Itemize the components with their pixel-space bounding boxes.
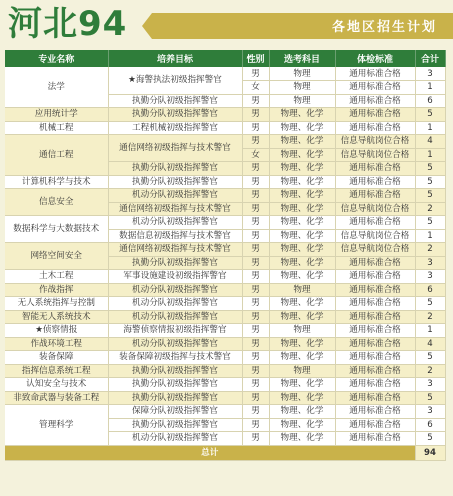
cell-target: 执勤分队初级指挥警官: [108, 418, 242, 432]
cell-major: 通信工程: [5, 135, 108, 176]
section-banner: [152, 13, 453, 39]
cell-total: 4: [415, 135, 445, 149]
page-title: [8, 2, 127, 46]
cell-major: 装备保障: [5, 351, 108, 365]
province-name: 河北: [8, 4, 78, 44]
table-row: [5, 270, 445, 284]
cell-gender: 男: [242, 378, 269, 392]
cell-standard: 通用标准合格: [335, 337, 415, 351]
cell-subject: 物理、化学: [269, 337, 335, 351]
cell-gender: 男: [242, 202, 269, 216]
cell-target: 军事设施建设初级指挥警官: [108, 270, 242, 284]
cell-gender: 女: [242, 148, 269, 162]
table-row: [5, 243, 445, 257]
cell-total: 1: [415, 121, 445, 135]
cell-major: 智能无人系统技术: [5, 310, 108, 324]
cell-major: 信息安全: [5, 189, 108, 216]
cell-gender: 女: [242, 81, 269, 95]
cell-standard: 信息导航岗位合格: [335, 229, 415, 243]
cell-subject: 物理、化学: [269, 135, 335, 149]
cell-target: 机动分队初级指挥警官: [108, 337, 242, 351]
col-header-target: 培养目标: [108, 50, 242, 67]
cell-standard: 通用标准合格: [335, 297, 415, 311]
cell-subject: 物理、化学: [269, 418, 335, 432]
cell-standard: 通用标准合格: [335, 324, 415, 338]
cell-standard: 通用标准合格: [335, 270, 415, 284]
cell-total: 5: [415, 189, 445, 203]
cell-target: 通信网络初级指挥与技术警官: [108, 243, 242, 257]
cell-subject: 物理: [269, 67, 335, 81]
table-body: [5, 67, 445, 460]
cell-target: 执勤分队初级指挥警官: [108, 364, 242, 378]
cell-standard: 通用标准合格: [335, 108, 415, 122]
cell-gender: 男: [242, 94, 269, 108]
cell-major: 作战环境工程: [5, 337, 108, 351]
enrollment-table-container: [5, 50, 445, 461]
cell-total: 1: [415, 81, 445, 95]
cell-total: 5: [415, 351, 445, 365]
cell-target: 海警侦察情报初级指挥警官: [108, 324, 242, 338]
cell-standard: 通用标准合格: [335, 432, 415, 446]
cell-gender: 男: [242, 67, 269, 81]
cell-standard: 信息导航岗位合格: [335, 243, 415, 257]
table-row: [5, 378, 445, 392]
cell-major: 法学: [5, 67, 108, 108]
cell-gender: 男: [242, 135, 269, 149]
cell-total: 1: [415, 324, 445, 338]
cell-subject: 物理、化学: [269, 378, 335, 392]
cell-target: 执勤分队初级指挥警官: [108, 162, 242, 176]
cell-target: 通信网络初级指挥与技术警官: [108, 202, 242, 216]
cell-target: 机动分队初级指挥警官: [108, 432, 242, 446]
col-header-total: 合计: [415, 50, 445, 67]
cell-total: 5: [415, 432, 445, 446]
table-row: [5, 324, 445, 338]
cell-target: 数据信息初级指挥与技术警官: [108, 229, 242, 243]
col-header-standard: 体检标准: [335, 50, 415, 67]
cell-target: 机动分队初级指挥警官: [108, 283, 242, 297]
cell-total: 6: [415, 418, 445, 432]
cell-subject: 物理、化学: [269, 297, 335, 311]
cell-standard: 通用标准合格: [335, 283, 415, 297]
table-header-row: [5, 50, 445, 67]
cell-gender: 男: [242, 229, 269, 243]
cell-gender: 男: [242, 162, 269, 176]
cell-subject: 物理、化学: [269, 121, 335, 135]
cell-standard: 通用标准合格: [335, 418, 415, 432]
cell-total: 3: [415, 67, 445, 81]
cell-standard: 通用标准合格: [335, 216, 415, 230]
cell-total: 2: [415, 202, 445, 216]
cell-subject: 物理、化学: [269, 229, 335, 243]
cell-gender: 男: [242, 310, 269, 324]
cell-subject: 物理、化学: [269, 256, 335, 270]
cell-subject: 物理: [269, 364, 335, 378]
total-value: 94: [415, 445, 445, 460]
cell-standard: 信息导航岗位合格: [335, 135, 415, 149]
cell-major: 应用统计学: [5, 108, 108, 122]
cell-major: 机械工程: [5, 121, 108, 135]
col-header-gender: 性别: [242, 50, 269, 67]
table-row: [5, 189, 445, 203]
cell-standard: 通用标准合格: [335, 162, 415, 176]
cell-subject: 物理: [269, 81, 335, 95]
cell-total: 5: [415, 175, 445, 189]
table-row: [5, 121, 445, 135]
enrollment-table: [5, 50, 446, 461]
table-row: [5, 297, 445, 311]
table-row: [5, 135, 445, 149]
cell-gender: 男: [242, 270, 269, 284]
total-label: 总计: [5, 445, 415, 460]
cell-gender: 男: [242, 337, 269, 351]
cell-gender: 男: [242, 351, 269, 365]
cell-major: 土木工程: [5, 270, 108, 284]
cell-total: 5: [415, 216, 445, 230]
table-row: [5, 351, 445, 365]
cell-total: 2: [415, 364, 445, 378]
cell-standard: 通用标准合格: [335, 81, 415, 95]
cell-major: 网络空间安全: [5, 243, 108, 270]
cell-major: 非致命武器与装备工程: [5, 391, 108, 405]
cell-subject: 物理、化学: [269, 351, 335, 365]
cell-gender: 男: [242, 175, 269, 189]
cell-total: 3: [415, 256, 445, 270]
cell-target: 执勤分队初级指挥警官: [108, 256, 242, 270]
col-header-major: 专业名称: [5, 50, 108, 67]
cell-standard: 通用标准合格: [335, 121, 415, 135]
total-row: [5, 445, 445, 460]
cell-gender: 男: [242, 189, 269, 203]
cell-gender: 男: [242, 256, 269, 270]
cell-subject: 物理、化学: [269, 108, 335, 122]
cell-major: 无人系统指挥与控制: [5, 297, 108, 311]
cell-major: ★侦察情报: [5, 324, 108, 338]
cell-gender: 男: [242, 243, 269, 257]
cell-subject: 物理: [269, 283, 335, 297]
cell-gender: 男: [242, 216, 269, 230]
cell-gender: 男: [242, 364, 269, 378]
cell-subject: 物理、化学: [269, 189, 335, 203]
cell-target: 保障分队初级指挥警官: [108, 405, 242, 419]
table-row: [5, 108, 445, 122]
cell-standard: 信息导航岗位合格: [335, 148, 415, 162]
cell-standard: 通用标准合格: [335, 67, 415, 81]
cell-standard: 通用标准合格: [335, 310, 415, 324]
cell-standard: 通用标准合格: [335, 405, 415, 419]
cell-total: 5: [415, 391, 445, 405]
cell-total: 6: [415, 283, 445, 297]
cell-standard: 通用标准合格: [335, 351, 415, 365]
page-header: [0, 0, 453, 50]
cell-gender: 男: [242, 405, 269, 419]
table-row: [5, 283, 445, 297]
cell-major: 数据科学与大数据技术: [5, 216, 108, 243]
cell-gender: 男: [242, 324, 269, 338]
cell-gender: 男: [242, 108, 269, 122]
cell-target: 机动分队初级指挥警官: [108, 297, 242, 311]
cell-total: 3: [415, 270, 445, 284]
cell-major: 认知安全与技术: [5, 378, 108, 392]
cell-subject: 物理、化学: [269, 243, 335, 257]
cell-subject: 物理、化学: [269, 391, 335, 405]
cell-gender: 男: [242, 283, 269, 297]
table-row: [5, 175, 445, 189]
cell-total: 2: [415, 310, 445, 324]
cell-gender: 男: [242, 297, 269, 311]
cell-subject: 物理、化学: [269, 175, 335, 189]
province-code: 94: [78, 4, 128, 44]
cell-major: 管理科学: [5, 405, 108, 446]
cell-total: 1: [415, 229, 445, 243]
table-row: [5, 364, 445, 378]
table-row: [5, 310, 445, 324]
cell-target: 执勤分队初级指挥警官: [108, 94, 242, 108]
cell-total: 3: [415, 405, 445, 419]
cell-subject: 物理、化学: [269, 162, 335, 176]
cell-total: 6: [415, 94, 445, 108]
cell-subject: 物理、化学: [269, 216, 335, 230]
cell-standard: 通用标准合格: [335, 364, 415, 378]
cell-gender: 男: [242, 432, 269, 446]
cell-target: 装备保障初级指挥与技术警官: [108, 351, 242, 365]
cell-gender: 男: [242, 391, 269, 405]
cell-total: 5: [415, 108, 445, 122]
cell-standard: 通用标准合格: [335, 256, 415, 270]
cell-target: 执勤分队初级指挥警官: [108, 391, 242, 405]
cell-total: 2: [415, 243, 445, 257]
cell-total: 5: [415, 297, 445, 311]
table-row: [5, 216, 445, 230]
table-row: [5, 405, 445, 419]
cell-gender: 男: [242, 121, 269, 135]
table-row: [5, 67, 445, 81]
cell-target: ★海警执法初级指挥警官: [108, 67, 242, 94]
cell-major: 指挥信息系统工程: [5, 364, 108, 378]
cell-total: 3: [415, 378, 445, 392]
col-header-subject: 选考科目: [269, 50, 335, 67]
cell-subject: 物理、化学: [269, 148, 335, 162]
cell-gender: 男: [242, 418, 269, 432]
cell-standard: 通用标准合格: [335, 378, 415, 392]
cell-target: 机动分队初级指挥警官: [108, 310, 242, 324]
cell-total: 4: [415, 337, 445, 351]
cell-subject: 物理、化学: [269, 432, 335, 446]
cell-subject: 物理、化学: [269, 310, 335, 324]
cell-standard: 通用标准合格: [335, 391, 415, 405]
cell-target: 执勤分队初级指挥警官: [108, 108, 242, 122]
cell-target: 执勤分队初级指挥警官: [108, 378, 242, 392]
cell-target: 工程机械初级指挥警官: [108, 121, 242, 135]
cell-target: 执勤分队初级指挥警官: [108, 175, 242, 189]
cell-target: 机动分队初级指挥警官: [108, 216, 242, 230]
cell-target: 通信网络初级指挥与技术警官: [108, 135, 242, 162]
cell-major: 计算机科学与技术: [5, 175, 108, 189]
cell-total: 1: [415, 148, 445, 162]
banner-title: 各地区招生计划: [331, 20, 437, 35]
cell-standard: 通用标准合格: [335, 94, 415, 108]
cell-subject: 物理、化学: [269, 405, 335, 419]
cell-total: 5: [415, 162, 445, 176]
table-row: [5, 391, 445, 405]
cell-standard: 通用标准合格: [335, 189, 415, 203]
cell-subject: 物理: [269, 94, 335, 108]
cell-target: 机动分队初级指挥警官: [108, 189, 242, 203]
cell-subject: 物理、化学: [269, 270, 335, 284]
cell-subject: 物理、化学: [269, 202, 335, 216]
cell-subject: 物理: [269, 324, 335, 338]
cell-standard: 通用标准合格: [335, 175, 415, 189]
cell-major: 作战指挥: [5, 283, 108, 297]
cell-standard: 信息导航岗位合格: [335, 202, 415, 216]
table-row: [5, 337, 445, 351]
